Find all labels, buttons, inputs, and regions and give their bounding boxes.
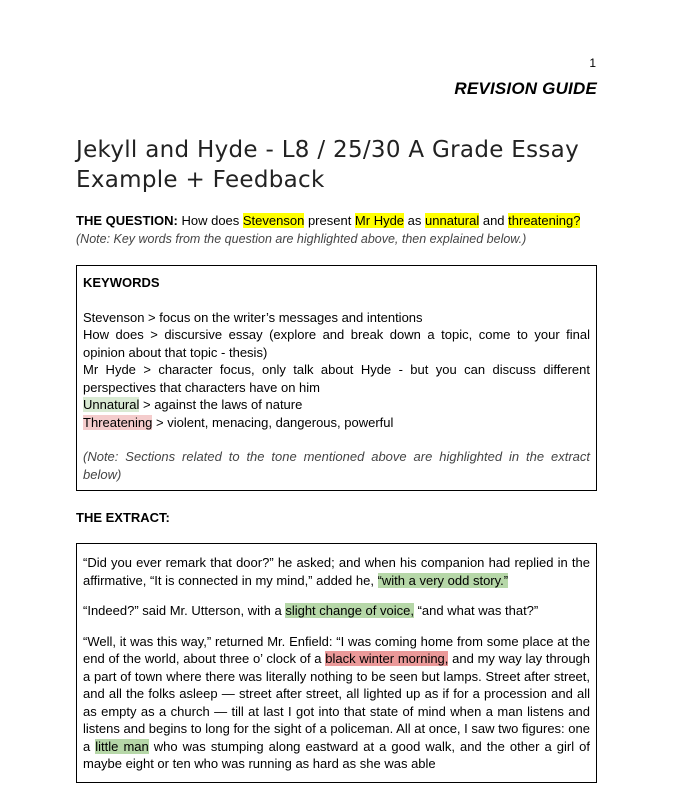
keywords-heading: KEYWORDS <box>83 275 160 290</box>
extract-paragraph <box>83 554 590 589</box>
extract-heading: THE EXTRACT: <box>76 510 170 525</box>
keyword-term: Mr Hyde <box>83 362 136 377</box>
keyword-definition: > against the laws of nature <box>139 397 303 412</box>
keyword-item <box>83 361 590 396</box>
extract-paragraph <box>83 633 590 773</box>
question-text: How does <box>181 213 243 228</box>
question-text: as <box>404 213 426 228</box>
extract-box <box>76 543 597 783</box>
keyword-term: Stevenson <box>83 309 145 325</box>
keyword-item <box>83 326 590 361</box>
keyword-item <box>83 396 590 414</box>
question-label: THE QUESTION: <box>76 213 178 228</box>
extract-paragraph <box>83 602 590 620</box>
revision-guide-header: REVISION GUIDE <box>454 79 597 98</box>
page-number: 1 <box>589 56 596 70</box>
keyword-term: How does <box>83 327 144 342</box>
highlight-stevenson: Stevenson <box>242 213 305 228</box>
question-line <box>76 212 616 230</box>
keyword-definition: > focus on the writer’s messages and intentions <box>144 309 423 325</box>
keywords-box <box>76 265 597 491</box>
keywords-note: (Note: Sections related to the tone mentioned above are highlighted in the extract below) <box>83 449 590 482</box>
keyword-term-unnatural: Unnatural <box>83 397 140 412</box>
page-title: Jekyll and Hyde - L8 / 25/30 A Grade Essay Example + Feedback <box>76 137 579 193</box>
extract-text: “and what was that?” <box>413 603 539 618</box>
extract-text: who was stumping along eastward at a good walk, and the other a girl of maybe eight or ten who was running as hard as she was able <box>83 738 591 771</box>
highlight-unnatural: unnatural <box>425 213 480 228</box>
highlight-unnatural-quote: “with a very odd story.” <box>377 572 509 588</box>
keyword-definition: > character focus, only talk about Hyde - but you can discuss different perspectives that characters have on him <box>83 362 590 395</box>
highlight-threatening: threatening? <box>508 213 581 228</box>
question-note: (Note: Key words from the question are highlighted above, then explained below.) <box>76 232 527 246</box>
extract-text: “Well, it was this way,” returned Mr. Enfield: “I was coming home from some place at the end of the world, about three o’ clock of a <box>83 633 590 666</box>
question-text: and <box>479 213 509 228</box>
keyword-definition: > violent, menacing, dangerous, powerful <box>152 414 394 430</box>
keyword-item <box>83 414 590 432</box>
highlight-mr-hyde: Mr Hyde <box>354 213 405 228</box>
highlight-unnatural-quote: slight change of voice, <box>285 603 414 618</box>
question-text: present <box>304 213 355 228</box>
keyword-definition: > discursive essay (explore and break down a topic, come to your final opinion about that topic - thesis) <box>83 327 591 360</box>
keyword-item <box>83 309 590 327</box>
highlight-unnatural-quote: little man <box>95 738 149 754</box>
extract-text: “Did you ever remark that door?” he asked; and when his companion had replied in the affirmative, “It is connected in my mind,” added he, <box>83 555 590 588</box>
keyword-term-threatening: Threatening <box>83 414 153 430</box>
extract-text: and my way lay through a part of town where there was literally nothing to be seen but lamps. Street after street, and all the folks asleep — street after street, all lighted up as if for a procession and all as empty as a church — till at last I got into that state of mind when a man listens and listens and begins to long for the sight of a policeman. All at once, I saw two figures: one a <box>83 651 591 754</box>
extract-text: “Indeed?” said Mr. Utterson, with a <box>83 603 286 618</box>
highlight-threatening-quote: black winter morning, <box>325 651 449 666</box>
